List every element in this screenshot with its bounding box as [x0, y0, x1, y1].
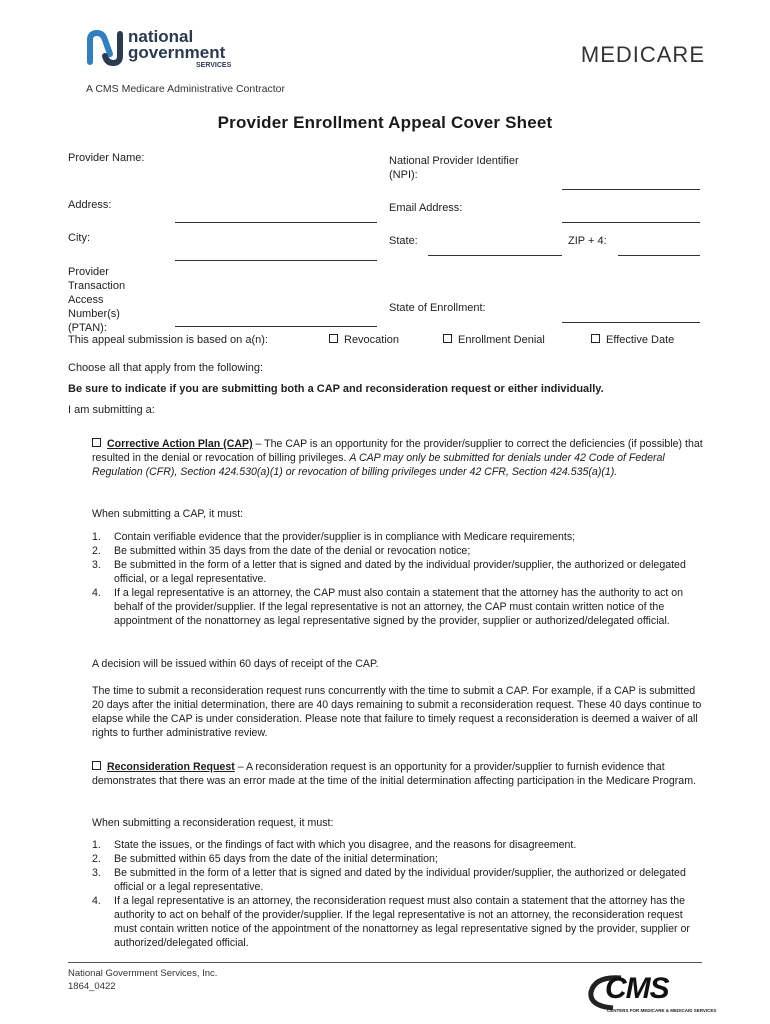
- ptan-field[interactable]: [175, 326, 377, 327]
- city-field[interactable]: [175, 260, 377, 261]
- cap-must: When submitting a CAP, it must:: [92, 508, 244, 520]
- submitting-label: I am submitting a:: [68, 404, 155, 416]
- medicare-wordmark: MEDICARE: [580, 42, 705, 67]
- list-item: 4. If a legal representative is an attorney, the CAP must also contain a statement that the attorney has the authority to act on behalf of the provider/supplier. If the legal representative is not an attorney, the CAP must contain written notice of the appointment of the nonattorney as legal representative signed by the provider, supplier or authorized/delegated official.: [92, 587, 684, 627]
- enrollment-denial-label: Enrollment Denial: [458, 334, 545, 346]
- revocation-checkbox[interactable]: [329, 334, 338, 343]
- logo-text-national: national: [128, 27, 194, 46]
- cap-option: [92, 437, 704, 479]
- cms-subtitle: CENTERS FOR MEDICARE & MEDICAID SERVICES: [607, 1008, 717, 1013]
- recon-requirements-list: [92, 838, 704, 950]
- option-revocation[interactable]: [329, 334, 399, 346]
- recon-checkbox[interactable]: [92, 761, 101, 770]
- list-item: 1. Contain verifiable evidence that the provider/supplier is in compliance with Medicare requirements;: [92, 531, 576, 543]
- recon-must: When submitting a reconsideration request, it must:: [92, 817, 334, 829]
- effective-date-label: Effective Date: [606, 334, 675, 346]
- logo-text-services: SERVICES: [196, 62, 232, 69]
- cms-wordmark: CMS: [605, 972, 669, 1005]
- npi-label: National Provider Identifier (NPI):: [389, 155, 519, 181]
- revocation-label: Revocation: [344, 334, 400, 346]
- address-label: Address:: [68, 199, 112, 211]
- address-field[interactable]: [175, 222, 377, 223]
- list-item: 2. Be submitted within 35 days from the date of the denial or revocation notice;: [92, 545, 471, 557]
- ngs-logo: [86, 27, 236, 74]
- email-field[interactable]: [562, 222, 700, 223]
- page-title: Provider Enrollment Appeal Cover Sheet: [217, 113, 553, 132]
- ptan-label: Provider Transaction Access Number(s) (PTAN):: [68, 266, 126, 334]
- cap-checkbox[interactable]: [92, 438, 101, 447]
- email-label: Email Address:: [389, 202, 463, 214]
- npi-field[interactable]: [562, 189, 700, 190]
- list-item: 3. Be submitted in the form of a letter that is signed and dated by the individual provider/supplier, the authorized or delegated official or a legal representative.: [92, 867, 686, 893]
- list-item: 3. Be submitted in the form of a letter that is signed and dated by the individual provider/supplier, the authorized or delegated official, or a legal representative.: [92, 559, 686, 585]
- city-label: City:: [68, 232, 90, 244]
- recon-option: [92, 760, 704, 788]
- cap-italic-note: A CAP may only be submitted for denials under 42 Code of Federal Regulation (CFR), Section 424.530(a)(1) or revocation of billing privileges under 42 CFR, Section 424.535(a)(1).: [92, 452, 665, 478]
- list-item: 4. If a legal representative is an attorney, the reconsideration request must also contain a statement that the attorney has the authority to act on behalf of the provider/supplier. If the legal representative is not an attorney, the reconsideration request must contain written notice of the appointment of the nonattorney as legal representative signed by the provider, supplier or authorized/delegated official.: [92, 895, 690, 949]
- contractor-tagline: A CMS Medicare Administrative Contractor: [86, 83, 285, 95]
- cms-logo: [585, 968, 717, 1018]
- option-effective-date[interactable]: [591, 334, 674, 346]
- cap-decision: A decision will be issued within 60 days of receipt of the CAP.: [92, 658, 379, 670]
- option-enrollment-denial[interactable]: [443, 334, 545, 346]
- footer-company: National Government Services, Inc.: [68, 968, 218, 979]
- footer-code: 1864_0422: [68, 981, 116, 992]
- zip-field[interactable]: [618, 255, 700, 256]
- recon-heading: Reconsideration Request: [107, 761, 235, 773]
- footer-divider: [68, 962, 702, 963]
- logo-text-government: government: [128, 43, 226, 62]
- basis-label: This appeal submission is based on a(n):: [68, 334, 268, 346]
- provider-name-label: Provider Name:: [68, 152, 145, 164]
- cap-text: – The CAP is an opportunity for the provider/supplier to correct the deficiencies (if possible) that resulted in the denial or revocation of billing privileges.: [92, 438, 703, 464]
- effective-date-checkbox[interactable]: [591, 334, 600, 343]
- state-label: State:: [389, 235, 418, 247]
- choose-instruction: Choose all that apply from the following:: [68, 362, 264, 374]
- state-enrollment-label: State of Enrollment:: [389, 302, 486, 314]
- enrollment-denial-checkbox[interactable]: [443, 334, 452, 343]
- recon-text: – A reconsideration request is an opportunity for a provider/supplier to furnish evidence that demonstrates that there was an error made at the time of the initial determination affecting participation in the Medicare Program.: [92, 761, 696, 787]
- list-item: 2. Be submitted within 65 days from the date of the initial determination;: [92, 853, 438, 865]
- bold-note: Be sure to indicate if you are submitting both a CAP and reconsideration request or either individually.: [68, 383, 604, 395]
- cap-requirements-list: [92, 530, 704, 628]
- list-item: 1. State the issues, or the findings of fact with which you disagree, and the reasons for disagreement.: [92, 839, 577, 851]
- cap-concurrent-note: The time to submit a reconsideration request runs concurrently with the time to submit a CAP. For example, if a CAP is submitted 20 days after the initial determination, there are 40 days remaining to submit a reconsideration request. These 40 days continue to elapse while the CAP is under consideration. Please note that failure to timely request a reconsideration is deemed a waiver of all rights to further administrative review.: [92, 685, 702, 739]
- state-enrollment-field[interactable]: [562, 322, 700, 323]
- ngs-mark-icon: [86, 30, 124, 66]
- cap-heading: Corrective Action Plan (CAP): [107, 438, 253, 450]
- state-field[interactable]: [428, 255, 562, 256]
- zip-label: ZIP + 4:: [568, 235, 607, 247]
